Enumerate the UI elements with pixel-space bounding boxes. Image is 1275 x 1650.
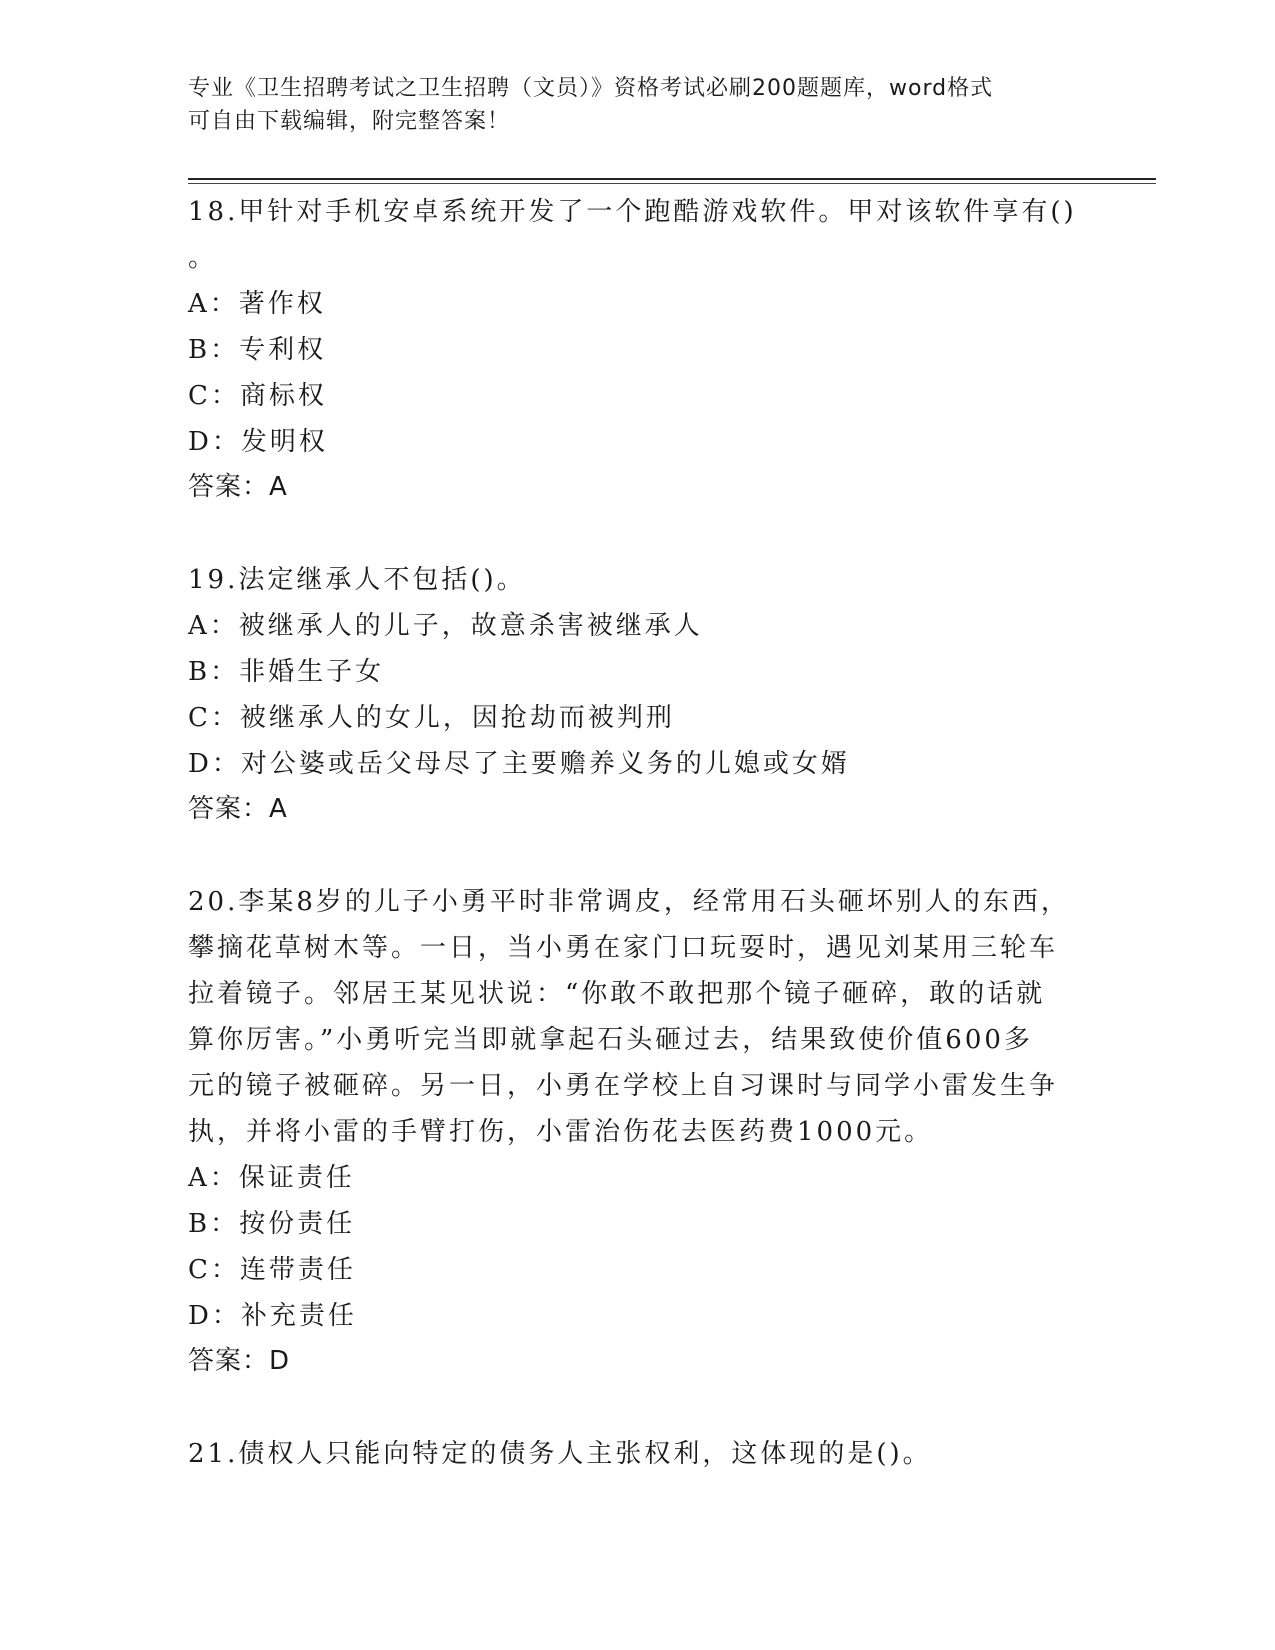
question-stem-line: 执，并将小雷的手臂打伤，小雷治伤花去医药费1000元。 [188,1117,934,1147]
question-20 [188,879,1088,1383]
question-stem-line: 元的镜子被砸碎。另一日，小勇在学校上自习课时与同学小雷发生争 [188,1071,1059,1101]
question-stem-line: 18.甲针对手机安卓系统开发了一个跑酷游戏软件。甲对该软件享有() [188,197,1077,227]
question-stem-line: 20.李某8岁的儿子小勇平时非常调皮，经常用石头砸坏别人的东西， [188,887,1070,917]
question-spacer [188,831,1088,879]
header-divider-thin [188,183,1156,184]
question-stem-line: 拉着镜子。邻居王某见状说：“你敢不敢把那个镜子砸碎，敢的话就 [188,979,1046,1009]
option-b: B：非婚生子女 [188,657,385,687]
option-d: D：对公婆或岳父母尽了主要赡养义务的儿媳或女婿 [188,749,850,779]
question-stem-line: 。 [188,243,218,273]
question-18 [188,189,1088,509]
question-21 [188,1431,1088,1477]
document-header [188,72,1068,138]
question-stem-line: 攀摘花草树木等。一日，当小勇在家门口玩耍时，遇见刘某用三轮车 [188,933,1059,963]
option-a: A：著作权 [188,289,326,319]
option-a: A：被继承人的儿子，故意杀害被继承人 [188,611,703,641]
question-spacer [188,1383,1088,1431]
question-stem-line: 21.债权人只能向特定的债务人主张权利，这体现的是()。 [188,1439,932,1469]
option-c: C：被继承人的女儿，因抢劫而被判刑 [188,703,675,733]
answer-line: 答案：D [188,1346,291,1376]
header-divider-thick [188,178,1156,180]
question-spacer [188,509,1088,557]
question-list [188,189,1088,1477]
header-line-2: 可自由下载编辑，附完整答案！ [188,109,511,134]
option-c: C：连带责任 [188,1255,356,1285]
option-d: D：补充责任 [188,1301,357,1331]
option-d: D：发明权 [188,427,328,457]
answer-line: 答案：A [188,794,288,824]
option-b: B：按份责任 [188,1209,356,1239]
question-stem-line: 19.法定继承人不包括()。 [188,565,526,595]
option-a: A：保证责任 [188,1163,355,1193]
option-b: B：专利权 [188,335,327,365]
answer-line: 答案：A [188,472,288,502]
question-stem-line: 算你厉害。”小勇听完当即就拿起石头砸过去，结果致使价值600多 [188,1025,1033,1055]
header-line-1: 专业《卫生招聘考试之卫生招聘（文员）》资格考试必刷200题题库，word格式 [188,76,994,101]
option-c: C：商标权 [188,381,327,411]
question-19 [188,557,1088,831]
